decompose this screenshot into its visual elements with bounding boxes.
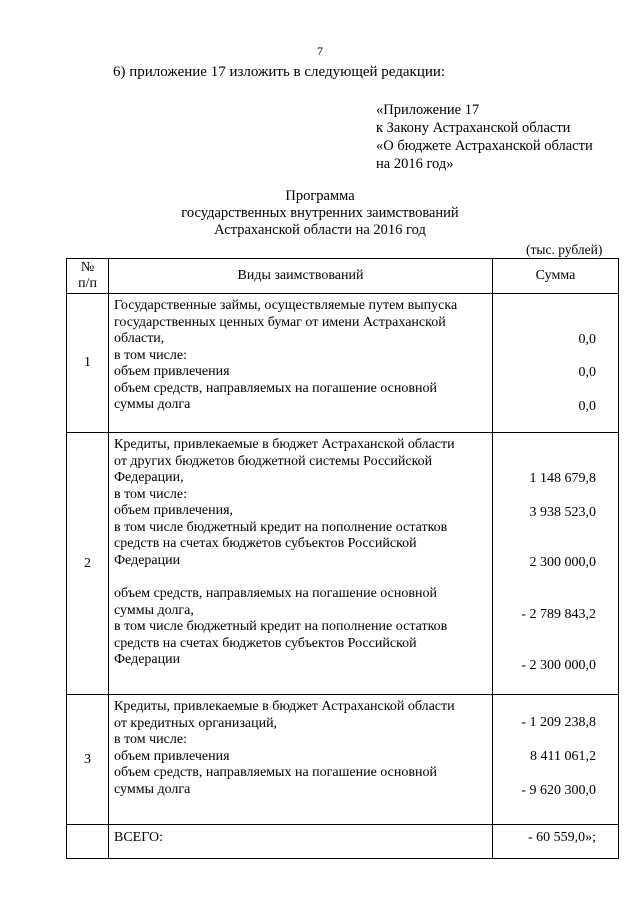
sum-value: - 1 209 238,8 xyxy=(521,715,596,730)
intro-text: 6) приложение 17 изложить в следующей редакции: xyxy=(113,64,446,80)
borrowing-program-table xyxy=(66,258,619,859)
table-total-row xyxy=(67,825,619,859)
header-sum: Сумма xyxy=(493,259,619,294)
row-values xyxy=(493,294,619,433)
sum-value: 3 938 523,0 xyxy=(529,505,596,520)
appendix-line: «Приложение 17 xyxy=(376,102,480,118)
table-row xyxy=(67,695,619,825)
row-number-empty xyxy=(67,825,109,859)
row-number: 1 xyxy=(67,294,109,433)
page-number: 7 xyxy=(317,44,323,58)
sum-value: 0,0 xyxy=(578,365,596,380)
appendix-line: на 2016 год» xyxy=(376,156,454,172)
table-row xyxy=(67,433,619,695)
unit-label: (тыс. рублей) xyxy=(526,242,603,257)
document-title xyxy=(0,188,640,239)
table-header-row xyxy=(67,259,619,294)
row-values xyxy=(493,433,619,695)
appendix-line: «О бюджете Астраханской области xyxy=(376,138,593,154)
appendix-line: к Закону Астраханской области xyxy=(376,120,571,136)
sum-value: 2 300 000,0 xyxy=(529,555,596,570)
title-line: Программа xyxy=(285,188,355,204)
sum-value: 0,0 xyxy=(578,332,596,347)
appendix-reference xyxy=(376,101,593,173)
header-kinds: Виды заимствований xyxy=(109,259,493,294)
header-number: № п/п xyxy=(67,259,109,294)
sum-value: - 9 620 300,0 xyxy=(521,783,596,798)
title-line: Астраханской области на 2016 год xyxy=(214,222,426,238)
table-row xyxy=(67,294,619,433)
sum-value: 8 411 061,2 xyxy=(530,749,596,764)
sum-value: 0,0 xyxy=(578,399,596,414)
sum-value: - 2 300 000,0 xyxy=(521,658,596,673)
title-line: государственных внутренних заимствований xyxy=(181,205,459,221)
row-description: Кредиты, привлекаемые в бюджет Астраханской области от кредитных организаций, в том числе: объем привлечения объем средств, направляемых на погашение основной суммы долга xyxy=(109,695,493,825)
total-value: - 60 559,0»; xyxy=(527,830,596,845)
sum-value: 1 148 679,8 xyxy=(529,471,596,486)
row-description: Государственные займы, осуществляемые путем выпуска государственных ценных бумаг от имени Астраханской области, в том числе: объем привлечения объем средств, направляемых на погашение основной суммы долга xyxy=(109,294,493,433)
blank-line xyxy=(114,569,488,586)
row-description: Кредиты, привлекаемые в бюджет Астраханской области от других бюджетов бюджетной системы Российской Федерации, в том числе: объем привлечения, в том числе бюджетный кредит на пополнение остатков средств на счетах бюджетов субъектов Российской Федерации объем средств, направляемых на погашение основной суммы долга, в том числе бюджетный кредит на пополнение остатков средств на счетах бюджетов субъектов Российской Федерации xyxy=(109,433,493,695)
row-values xyxy=(493,825,619,859)
total-label: ВСЕГО: xyxy=(109,825,493,859)
row-number: 2 xyxy=(67,433,109,695)
sum-value: - 2 789 843,2 xyxy=(521,607,596,622)
row-values xyxy=(493,695,619,825)
row-number: 3 xyxy=(67,695,109,825)
